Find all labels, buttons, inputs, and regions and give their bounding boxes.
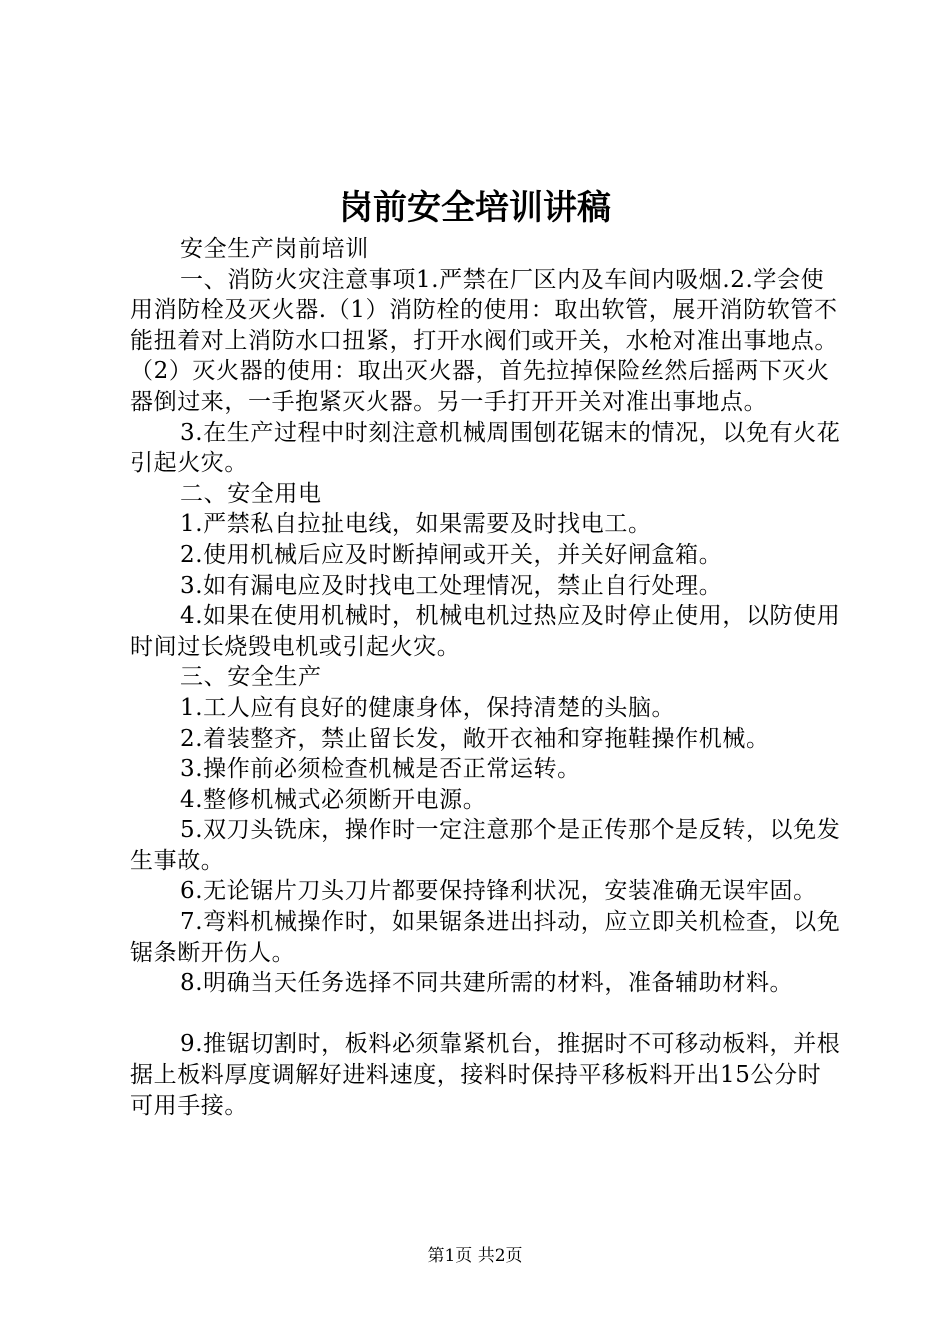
- paragraph-fire-item-3: 3.在生产过程中时刻注意机械周围刨花锯末的情况，以免有火花引起火灾。: [130, 419, 841, 477]
- paragraph-electrical-item-1: 1.严禁私自拉扯电线，如果需要及时找电工。: [180, 511, 652, 538]
- paragraph-production-item-1: 1.工人应有良好的健康身体，保持清楚的头脑。: [180, 694, 676, 721]
- paragraph-production-item-2: 2.着装整齐，禁止留长发，敞开衣袖和穿拖鞋操作机械。: [180, 725, 770, 752]
- paragraph-intro: 安全生产岗前培训: [180, 236, 369, 262]
- paragraph-production-item-7: 7.弯料机械操作时，如果锯条进出抖动，应立即关机检查，以免锯条断开伤人。: [130, 909, 841, 966]
- paragraph-electrical-item-3: 3.如有漏电应及时找电工处理情况，禁止自行处理。: [180, 572, 723, 599]
- paragraph-electrical-item-2: 2.使用机械后应及时断掉闸或开关，并关好闸盒箱。: [180, 541, 723, 568]
- paragraph-production-item-3: 3.操作前必须检查机械是否正常运转。: [180, 756, 581, 783]
- paragraph-production-item-9: 9.推锯切割时，板料必须靠紧机台，推据时不可移动板料，并根据上板料厚度调解好进料速度，接料时保持平移板料开出15公分时可用手接。: [130, 1031, 841, 1119]
- heading-production-safety: 三、安全生产: [180, 664, 322, 691]
- paragraph-electrical-item-4: 4.如果在使用机械时，机械电机过热应及时停止使用，以防使用时间过长烧毁电机或引起火灾。: [130, 603, 841, 660]
- document-body: [130, 234, 842, 1121]
- paragraph-production-item-4: 4.整修机械式必须断开电源。: [180, 786, 487, 813]
- paragraph-fire-safety: 一、消防火灾注意事项1.严禁在厂区内及车间内吸烟.2.学会使用消防栓及灭火器.（1）消防栓的使用：取出软管，展开消防软管不能扭着对上消防水口扭紧，打开水阀们或开关，水枪对准出事地点。（2）灭火器的使用：取出灭火器，首先拉掉保险丝然后摇两下灭火器倒过来，一手抱紧灭火器。另一手打开开关对准出事地点。: [130, 266, 838, 415]
- page-footer: 第1页 共2页: [427, 1246, 523, 1266]
- paragraph-production-item-5: 5.双刀头铣床，操作时一定注意那个是正传那个是反转，以免发生事故。: [130, 817, 841, 874]
- blank-line: [130, 999, 842, 1030]
- document-title: 岗前安全培训讲稿: [339, 188, 611, 228]
- paragraph-production-item-6: 6.无论锯片刀头刀片都要保持锋利状况，安装准确无误牢固。: [180, 878, 817, 905]
- heading-electrical-safety: 二、安全用电: [180, 480, 322, 507]
- paragraph-production-item-8: 8.明确当天任务选择不同共建所需的材料，准备辅助材料。: [180, 970, 794, 997]
